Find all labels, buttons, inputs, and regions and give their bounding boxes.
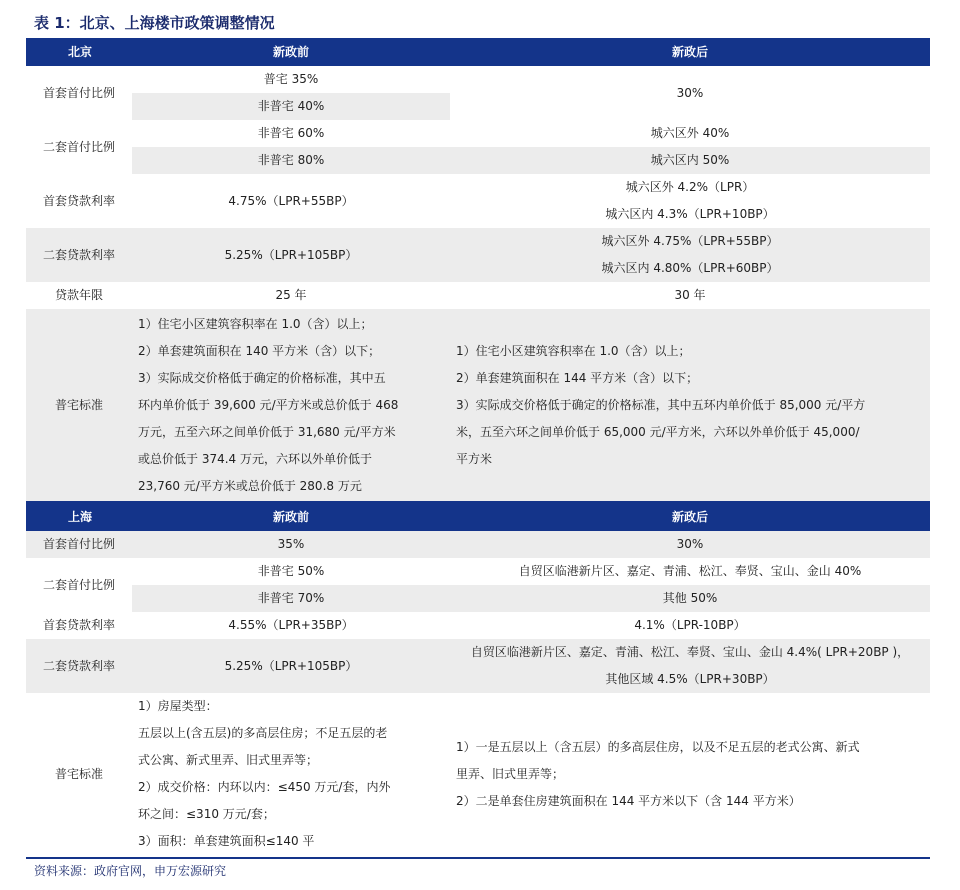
text-line: 3）实际成交价格低于确定的价格标准，其中五环内单价低于 85,000 元/平方 bbox=[456, 397, 866, 412]
beijing-header-row bbox=[26, 38, 930, 66]
cell-after: 城六区内 4.80%（LPR+60BP） bbox=[450, 255, 930, 282]
row-label: 首套贷款利率 bbox=[26, 612, 132, 639]
cell-after: 自贸区临港新片区、嘉定、青浦、松江、奉贤、宝山、金山 4.4%( LPR+20BP )， bbox=[450, 639, 930, 666]
cell-after: 30% bbox=[450, 66, 930, 120]
text-line: 平方米 bbox=[456, 451, 493, 466]
shanghai-header-after: 新政后 bbox=[450, 502, 930, 531]
text-line: 环内单价低于 39,600 元/平方米或总价低于 468 bbox=[138, 397, 399, 412]
cell-after: 城六区外 4.75%（LPR+55BP） bbox=[450, 228, 930, 255]
cell-after-multiline bbox=[450, 693, 930, 855]
row-label: 二套贷款利率 bbox=[26, 639, 132, 693]
text-line: 2）二是单套住房建筑面积在 144 平方米以下（含 144 平方米） bbox=[456, 793, 801, 808]
table-row bbox=[26, 66, 930, 93]
table-row bbox=[26, 558, 930, 585]
table-row bbox=[26, 174, 930, 201]
row-label: 二套首付比例 bbox=[26, 120, 132, 174]
table-row bbox=[26, 585, 930, 612]
table-row bbox=[26, 228, 930, 255]
table-row bbox=[26, 147, 930, 174]
policy-table bbox=[26, 38, 930, 855]
cell-after: 30 年 bbox=[450, 282, 930, 309]
cell-after: 其他 50% bbox=[450, 585, 930, 612]
text-line: 式公寓、新式里弄、旧式里弄等； bbox=[138, 753, 319, 767]
text-line: 米，五至六环之间单价低于 65,000 元/平方米，六环以外单价低于 45,000/ bbox=[456, 424, 860, 439]
row-label: 首套首付比例 bbox=[26, 531, 132, 558]
text-line: 1）房屋类型： bbox=[138, 699, 218, 713]
cell-before: 35% bbox=[132, 531, 450, 558]
table-row bbox=[26, 282, 930, 309]
text-line: 里弄、旧式里弄等； bbox=[456, 766, 565, 781]
table-row bbox=[26, 309, 930, 502]
text-line: 23,760 元/平方米或总价低于 280.8 万元 bbox=[138, 478, 362, 493]
cell-before: 4.55%（LPR+35BP） bbox=[132, 612, 450, 639]
text-line: 3）面积：单套建筑面积≤140 平 bbox=[138, 834, 315, 848]
row-label: 二套首付比例 bbox=[26, 558, 132, 612]
cell-after: 4.1%（LPR-10BP） bbox=[450, 612, 930, 639]
row-label: 普宅标准 bbox=[26, 309, 132, 502]
beijing-header-before: 新政前 bbox=[132, 38, 450, 66]
table-row bbox=[26, 120, 930, 147]
cell-after: 30% bbox=[450, 531, 930, 558]
text-line: 2）单套建筑面积在 144 平方米（含）以下； bbox=[456, 370, 699, 385]
text-line: 2）成交价格：内环以内：≤450 万元/套，内外 bbox=[138, 780, 391, 794]
shanghai-header-before: 新政前 bbox=[132, 502, 450, 531]
bottom-rule bbox=[26, 857, 930, 859]
cell-after: 城六区外 40% bbox=[450, 120, 930, 147]
text-line: 3）实际成交价格低于确定的价格标准，其中五 bbox=[138, 370, 386, 385]
cell-before: 普宅 35% bbox=[132, 66, 450, 93]
text-line: 1）住宅小区建筑容积率在 1.0（含）以上； bbox=[138, 316, 373, 331]
row-label: 二套贷款利率 bbox=[26, 228, 132, 282]
beijing-header-after: 新政后 bbox=[450, 38, 930, 66]
shanghai-header-city: 上海 bbox=[26, 502, 132, 531]
text-line: 万元，五至六环之间单价低于 31,680 元/平方米 bbox=[138, 424, 396, 439]
row-label: 普宅标准 bbox=[26, 693, 132, 855]
cell-before: 非普宅 80% bbox=[132, 147, 450, 174]
cell-before-multiline bbox=[132, 693, 450, 855]
cell-before: 非普宅 60% bbox=[132, 120, 450, 147]
cell-before: 5.25%（LPR+105BP） bbox=[132, 639, 450, 693]
cell-before-multiline bbox=[132, 309, 450, 502]
cell-after: 城六区内 4.3%（LPR+10BP） bbox=[450, 201, 930, 228]
beijing-header-city: 北京 bbox=[26, 38, 132, 66]
table-row bbox=[26, 612, 930, 639]
table-row bbox=[26, 531, 930, 558]
cell-after: 城六区内 50% bbox=[450, 147, 930, 174]
cell-before: 非普宅 70% bbox=[132, 585, 450, 612]
table-row bbox=[26, 693, 930, 855]
cell-before: 4.75%（LPR+55BP） bbox=[132, 174, 450, 228]
row-label: 首套首付比例 bbox=[26, 66, 132, 120]
cell-after: 其他区域 4.5%（LPR+30BP） bbox=[450, 666, 930, 693]
cell-before: 非普宅 50% bbox=[132, 558, 450, 585]
shanghai-header-row bbox=[26, 502, 930, 531]
row-label: 首套贷款利率 bbox=[26, 174, 132, 228]
table-row bbox=[26, 639, 930, 666]
text-line: 或总价低于 374.4 万元，六环以外单价低于 bbox=[138, 451, 372, 466]
cell-before: 25 年 bbox=[132, 282, 450, 309]
cell-before: 非普宅 40% bbox=[132, 93, 450, 120]
cell-after: 自贸区临港新片区、嘉定、青浦、松江、奉贤、宝山、金山 40% bbox=[450, 558, 930, 585]
text-line: 五层以上(含五层)的多高层住房；不足五层的老 bbox=[138, 726, 388, 740]
cell-before: 5.25%（LPR+105BP） bbox=[132, 228, 450, 282]
row-label: 贷款年限 bbox=[26, 282, 132, 309]
text-line: 2）单套建筑面积在 140 平方米（含）以下； bbox=[138, 343, 381, 358]
text-line: 1）住宅小区建筑容积率在 1.0（含）以上； bbox=[456, 343, 691, 358]
table-title: 表 1：北京、上海楼市政策调整情况 bbox=[34, 14, 275, 32]
text-line: 1）一是五层以上（含五层）的多高层住房，以及不足五层的老式公寓、新式 bbox=[456, 739, 860, 754]
cell-after-multiline bbox=[450, 309, 930, 502]
cell-after: 城六区外 4.2%（LPR） bbox=[450, 174, 930, 201]
text-line: 环之间：≤310 万元/套； bbox=[138, 807, 275, 821]
source-note: 资料来源：政府官网，申万宏源研究 bbox=[34, 864, 227, 878]
